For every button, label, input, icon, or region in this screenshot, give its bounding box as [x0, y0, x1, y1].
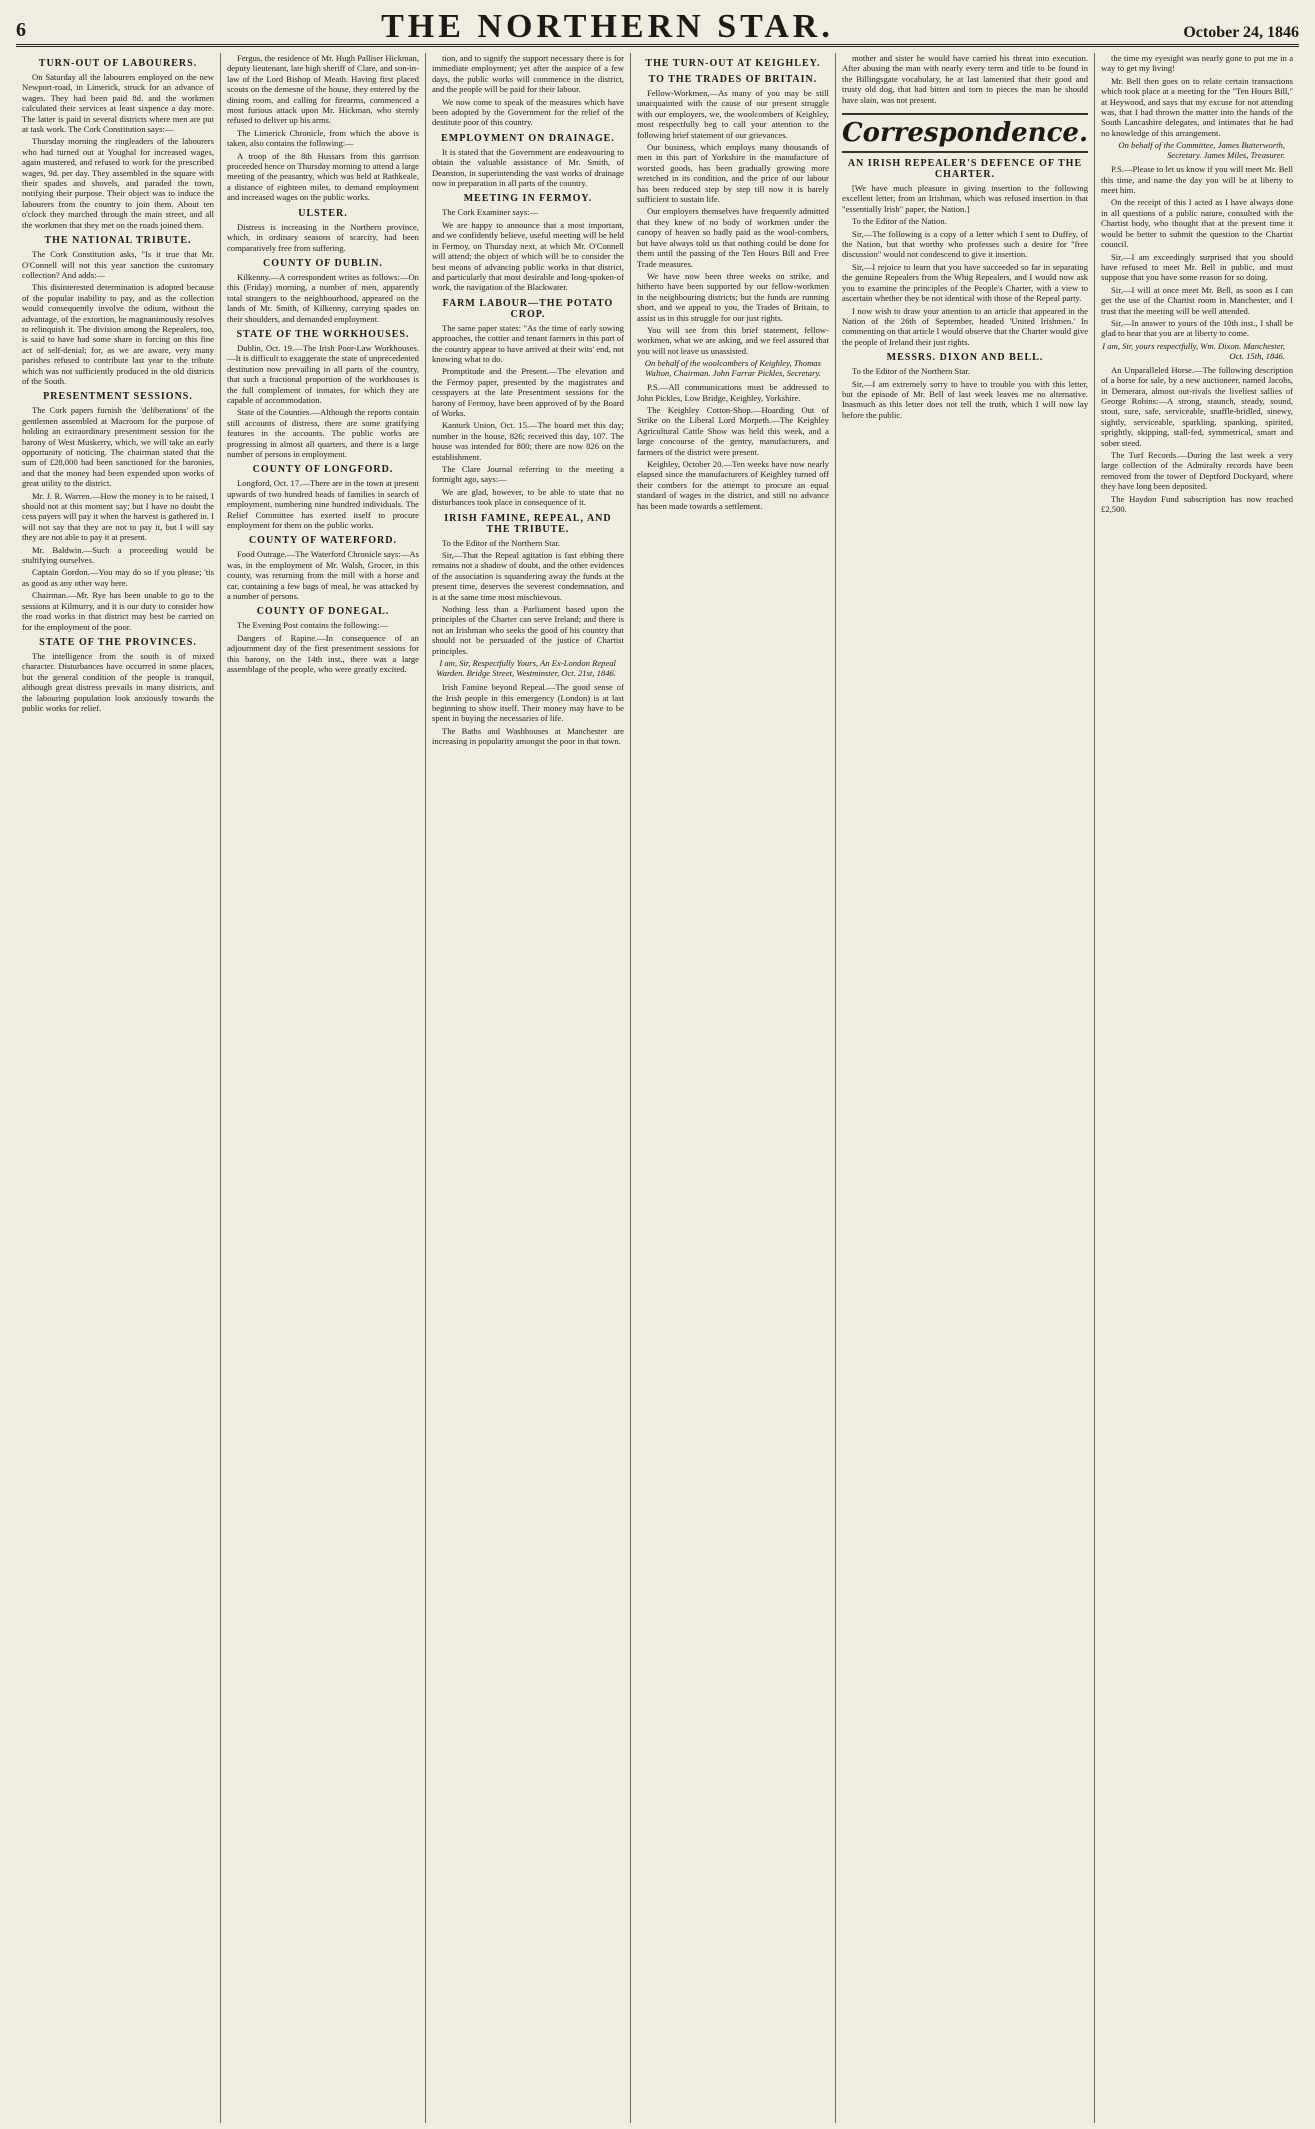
article-paragraph: The Cork papers furnish the 'deliberations' of the gentlemen assembled at Macroom for the purpose of holding an extraordinary presentment session for the barony of West Muskerry, which, we will take an early opportunity of noticing. The chairman stated that the sum of £28,000 had been sanctioned for the baronies, and that the money had been expended upon works of great utility to the district. — [22, 405, 214, 489]
article-paragraph: It is stated that the Government are endeavouring to obtain the valuable assistance of Mr. Smith, of Deanston, in superintending the vast works of drainage now in preparation in all parts of the country. — [431, 146, 624, 189]
article-paragraph: Sir,—In answer to yours of the 10th inst., I shall be glad to hear that you are at liberty to come. — [1101, 317, 1294, 339]
article-paragraph: Thursday morning the ringleaders of the labourers who had turned out at Youghal for increased wages, again mustered, and refused to work for the prescribed wages, 9d. per day. They assembled in the square with their spades and shovels, and paraded the town, notifying their purpose. Their object was to induce the labourers from the country to join them. About ten o'clock they marched through the main street, and all the workmen that they met on the roads joined them. — [22, 136, 214, 230]
article-paragraph: The Clare Journal referring to the meeting a fortnight ago, says:— — [431, 464, 624, 485]
letter-signature: I am, Sir, yours respectfully, Wm. Dixon. Manchester, Oct. 15th, 1846. — [1102, 340, 1286, 361]
article-paragraph: Captain Gordon.—You may do so if you please; 'tis as good as any other way here. — [22, 567, 214, 588]
article-heading: ULSTER. — [298, 207, 348, 219]
article-paragraph: The Cork Examiner says:— — [441, 207, 539, 218]
article-paragraph: An Unparalleled Horse.—The following description of a horse for sale, by a new auctioneer, named Jacobs, in Demerara, almost out-rivals the liveliest sallies of George Robins:—A strong, staunch, steady, sound, stout, sure, safe, serviceable, snaffle-bridled, sinewy, sightly, serviceable, sparkling, spanking, spirited, sprightly, skipping, stall-fed, symmetrical, smart and sober steed. — [1101, 364, 1294, 448]
article-heading: COUNTY OF DUBLIN. — [263, 257, 383, 269]
article-paragraph: On Saturday all the labourers employed on the new Newport-road, in Limerick, struck for an advance of wages. They had been paid 8d. and the workmen calculated their services at least sixpence a day more. The latter is paid in several districts where men are put at task work. The Cork Constitution says:— — [22, 72, 214, 135]
article-paragraph: mother and sister he would have carried his threat into execution. After abusing the man with nearly every term and title to be found in the Billingsgate vocabulary, he at last lamented that their good and trusty old dog, that had bitten and torn to pieces the man he should have slain, was not present. — [841, 53, 1089, 105]
article-paragraph: Dublin, Oct. 19.—The Irish Poor-Law Workhouses.—It is difficult to exaggerate the state of unprecedented destitution now prevailing in all parts of the country, that such a fractional proportion of the workhouses is the full complement of inmates, for which they are capable of accommodation. — [226, 342, 419, 405]
article-heading: THE TURN-OUT AT KEIGHLEY. — [645, 58, 821, 69]
article-paragraph: We are glad, however, to be able to state that no disturbances took place in consequence of it. — [431, 486, 624, 508]
article-paragraph: Irish Famine beyond Repeal.—The good sense of the Irish people in this emergency (London) is at last beginning to show itself. Their money may have to be spent in buying the necessaries of life. — [431, 682, 624, 724]
article-paragraph: Mr. Bell then goes on to relate certain transactions which took place at a meeting for the "Ten Hours Bill," at Heywood, and says that my excuse for not attending was, that I had thrown the matter into the hands of the South Lancashire delegates, and intimates that he had no knowledge of this arrangement. — [1101, 75, 1294, 138]
article-heading: FARM LABOUR—THE POTATO CROP. — [442, 297, 614, 320]
letter-signature: On behalf of the Committee, James Butterworth, Secretary. James Miles, Treasurer. — [1118, 140, 1286, 161]
article-paragraph: Fellow-Workmen,—As many of you may be still unacquainted with the cause of our present struggle with our employers, we, the woolcombers of Keighley, most respectfully beg to call your attention to the following brief statement of our grievances. — [636, 88, 829, 140]
article-heading: COUNTY OF WATERFORD. — [248, 535, 397, 547]
article-paragraph: State of the Counties.—Although the reports contain still accounts of distress, there are some gratifying features in the accounts. The public works are progressing in almost all quarters, and there is a large number of persons in employment. — [226, 407, 419, 459]
article-paragraph: The Turf Records.—During the last week a very large collection of the Admiralty records have been removed from the tower of Deptford Dockyard, where they have long been deposited. — [1101, 450, 1294, 492]
article-paragraph: Distress is increasing in the Northern province, which, in ordinary seasons of scarcity, had been comparatively free from suffering. — [226, 221, 419, 253]
article-paragraph: We now come to speak of the measures which have been adopted by the Government for the relief of the destitute poor of this country. — [431, 96, 624, 128]
column-5 — [836, 53, 1095, 2123]
article-paragraph: Kilkenny.—A correspondent writes as follows:—On this (Friday) morning, a number of men, apparently total strangers to the neighbourhood, appeared on the lands of Mr. Smith, of Kilkenny, carrying spades on their shoulders, and demanded employment. — [226, 271, 419, 324]
article-heading: AN IRISH REPEALER'S DEFENCE OF THE CHARTER. — [847, 158, 1083, 181]
article-paragraph: Our business, which employs many thousands of men in this part of Yorkshire in the manufacture of worsted goods, has been gradually growing more wretched in its condition, and the price of our labour has been reduced step by step till now it is barely sufficient to sustain life. — [636, 142, 829, 205]
article-paragraph: The intelligence from the south is of mixed character. Disturbances have occurred in some places, but the general condition of the people is tranquil, although great distress prevails in many districts, and the labouring population look anxiously towards the public works for relief. — [22, 650, 214, 713]
column-4 — [631, 53, 836, 2123]
article-paragraph: [We have much pleasure in giving insertion to the following excellent letter, from an Irishman, which was refused insertion in that "essentially Irish" paper, the Nation.] — [841, 183, 1089, 214]
correspondence-heading: Correspondence. — [842, 113, 1088, 153]
article-heading: STATE OF THE WORKHOUSES. — [236, 328, 410, 340]
column-2 — [221, 53, 426, 2123]
article-paragraph: P.S.—Please to let us know if you will meet Mr. Bell this time, and name the day you will be at liberty to meet him. — [1101, 164, 1294, 196]
article-paragraph: Sir,—I am exceedingly surprised that you should have refused to meet Mr. Bell in public, and must suppose that you have some reason for so doing. — [1101, 251, 1294, 283]
article-paragraph: Kanturk Union, Oct. 15.—The board met this day; number in the house, 826; received this day, 107. The house was intended for 800; there are now 826 on the establishment. — [431, 420, 624, 462]
article-paragraph: To the Editor of the Northern Star. — [441, 537, 560, 548]
article-paragraph: P.S.—All communications must be addressed to John Pickles, Low Bridge, Keighley, Yorkshire. — [636, 382, 829, 403]
article-heading: IRISH FAMINE, REPEAL, AND THE TRIBUTE. — [444, 512, 612, 535]
article-paragraph: The Baths and Washhouses at Manchester are increasing in popularity amongst the poor in that town. — [431, 725, 624, 747]
article-paragraph: The Cork Constitution asks, "Is it true that Mr. O'Connell will not this year sanction the customary collection? And adds:— — [22, 249, 214, 280]
article-paragraph: To the Editor of the Northern Star. — [851, 366, 970, 377]
letter-signature: On behalf of the woolcombers of Keighley, Thomas Walton, Chairman. John Farrar Pickles, Secretary. — [644, 358, 821, 379]
article-heading: COUNTY OF LONGFORD. — [252, 464, 394, 476]
article-paragraph: Sir,—The following is a copy of a letter which I sent to Duffey, of the Nation, but that worthy who professes such a desire for "free discussion" would not condescend to give it insertion. — [841, 228, 1089, 260]
article-paragraph: Sir,—I will at once meet Mr. Bell, as soon as I can get the use of the Chartist room in Manchester, and I trust that the meeting will be well attended. — [1101, 284, 1294, 316]
article-paragraph: Mr. Baldwin.—Such a proceeding would be stultifying ourselves. — [22, 544, 214, 566]
article-paragraph: Sir,—I rejoice to learn that you have succeeded so far in separating the genuine Repealers from the Whig Repealers, and I would now ask you to examine the principles of the People's Charter, with a view to ascertain whether they be not identical with those of the Repeal party. — [841, 261, 1089, 304]
article-paragraph: A troop of the 8th Hussars from this garrison proceeded hence on Thursday morning to attend a large meeting of the peasantry, which was held at Rathkeale, a distance of eighteen miles, to demand employment and increased wages on the public works. — [226, 150, 419, 203]
article-paragraph: You will see from this brief statement, fellow-workmen, what we are asking, and we feel assured that you will not leave us unassisted. — [636, 324, 829, 356]
article-paragraph: Chairman.—Mr. Rye has been unable to go to the sessions at Kilmurry, and it is our duty to consider how the road works in that district may best be carried on for the employment of the poor. — [22, 590, 214, 632]
article-heading: MESSRS. DIXON AND BELL. — [886, 352, 1044, 364]
column-1 — [16, 53, 221, 2123]
article-paragraph: To the Editor of the Nation. — [851, 216, 947, 227]
column-3 — [426, 53, 631, 2123]
article-paragraph: The Limerick Chronicle, from which the above is taken, also contains the following:— — [226, 127, 419, 149]
article-heading: TURN-OUT OF LABOURERS. — [38, 58, 198, 69]
page-number: 6 — [16, 19, 26, 41]
article-paragraph: We are happy to announce that a most important, and we confidently believe, useful meeting will be held in Fermoy, on Thursday next, at which Mr. O'Connell will attend; the object of which will be to consider the best means of advancing public works in that district, and particularly that most desirable and long-spoken-of work, the navigation of the Blackwater. — [431, 219, 624, 293]
newspaper-title: THE NORTHERN STAR. — [381, 8, 834, 45]
article-heading: EMPLOYMENT ON DRAINAGE. — [441, 132, 615, 144]
article-paragraph: The Keighley Cotton-Shop.—Hoarding Out of Strike on the Liberal Lord Morpeth.—The Keighley Agricultural Cattle Show was held this week, and a large concourse of the gentry, manufacturers, and farmers of the district were present. — [636, 404, 829, 457]
article-paragraph: Our employers themselves have frequently admitted that they knew of no body of workmen under the canopy of heaven so badly paid as the wool-combers, but have always told us that nothing could be done for them until the passing of the Ten Hours Bill and Free Trade measures. — [636, 206, 829, 269]
article-heading: STATE OF THE PROVINCES. — [39, 636, 197, 648]
article-heading: COUNTY OF DONEGAL. — [256, 606, 390, 618]
article-paragraph: This disinterested determination is adopted because of the popular inability to pay, and as the collection would consequently involve the odium, without the advantage, of the extortion, he magnanimously resolves to relinquish it. The division among the Repealers, too, is said to have had some share in forcing on this fine act of self-denial; for, as we are aware, very many parishes refused to contribute last year to the tribute which was not sufficiently produced in the old districts of the South. — [22, 282, 214, 386]
article-paragraph: Promptitude and the Present.—The elevation and the Fermoy paper, presented by the magistrates and cesspayers at the late Presentment sessions for the barony of Fermoy, have been approved of by the Board of Works. — [431, 366, 624, 418]
article-paragraph: We have now been three weeks on strike, and hitherto have been supported by our fellow-workmen in the neighbouring districts; but the funds are running short, and we appeal to you, the Trades of Britain, to assist us in this struggle for our just rights. — [636, 270, 829, 323]
article-paragraph: Sir,—That the Repeal agitation is fast ebbing there remains not a shadow of doubt, and the other evidences of the association is squandering away the funds at the present time, deserves the severest condemnation, and is at the same time most mischievous. — [431, 550, 624, 602]
article-paragraph: Keighley, October 20.—Ten weeks have now nearly elapsed since the manufacturers of Keighley turned off their combers for the attempt to procure an equal standard of wages in the district, and still no advance has been made towards a settlement. — [636, 459, 829, 511]
article-columns — [16, 53, 1299, 2123]
article-paragraph: the time my eyesight was nearly gone to put me in a way to get my living! — [1101, 53, 1294, 74]
article-paragraph: The same paper states: "As the time of early sowing approaches, the cottier and tenant farmers in this part of the country appear to have arrived at their wits' end, not knowing what to do. — [431, 322, 624, 364]
article-paragraph: Fergus, the residence of Mr. Hugh Palliser Hickman, deputy lieutenant, late high sheriff of Clare, and son-in-law of the Lord Bishop of Meath. Having first placed scouts on the demesne of the house, they entered by the dining room, and calling for firearms, commenced a most furious attack upon Mr. Hickman, who sternly refused to deliver up his arms. — [226, 53, 419, 126]
article-heading: THE NATIONAL TRIBUTE. — [44, 235, 192, 247]
article-paragraph: On the receipt of this I acted as I have always done in all questions of a public nature, consulted with the Chartist body, who thought that at the present time it would be better to submit the question to the Chartist council. — [1101, 197, 1294, 250]
article-paragraph: Sir,—I am extremely sorry to have to trouble you with this letter, but the episode of Mr. Bell of last week leaves me no alternative. Inasmuch as this letter does not tell the truth, which I will now lay before the public. — [841, 378, 1089, 420]
article-paragraph: Dangers of Rapine.—In consequence of an adjournment day of the first presentment sessions for this barony, on the 14th inst., there was a large assemblage of the people, who were greatly excited. — [226, 632, 419, 675]
article-heading: PRESENTMENT SESSIONS. — [43, 391, 193, 403]
article-paragraph: Longford, Oct. 17.—There are in the town at present upwards of two hundred heads of families in search of employment, numbering nine hundred individuals. The Relief Committee has exerted itself to procure employment for them on the public works. — [226, 478, 419, 531]
article-paragraph: Nothing less than a Parliament based upon the principles of the Charter can serve Ireland; and there is not an Irishman who seeks the good of his country that should not be persuaded of the justice of Chartist principles. — [431, 604, 624, 656]
letter-signature: I am, Sir, Respectfully Yours, An Ex-London Repeal Warden. Bridge Street, Westminster, Oct. 21st, 1846. — [436, 658, 616, 679]
article-paragraph: I now wish to draw your attention to an article that appeared in the Nation of the 26th of September, headed 'United Irishmen.' In commenting on that article I would observe that the Charter would give the people of Ireland their just rights. — [841, 305, 1089, 347]
masthead — [16, 8, 1299, 47]
article-paragraph: tion, and to signify the support necessary there is for immediate employment; yet after the auspice of a few days, the public works will commence in the district, and the people will be paid for their labour. — [431, 53, 624, 95]
article-paragraph: The Evening Post contains the following:— — [236, 620, 389, 631]
issue-date: October 24, 1846 — [1183, 24, 1299, 41]
article-subheading: TO THE TRADES OF BRITAIN. — [648, 74, 818, 85]
article-paragraph: The Haydon Fund subscription has now reached £2,500. — [1101, 493, 1294, 515]
column-6 — [1095, 53, 1299, 2123]
article-paragraph: Food Outrage.—The Waterford Chronicle says:—As was, in the employment of Mr. Walsh, Grocer, in this county, was returning from the mill with a horse and car, containing a few bags of meal, he was attacked by a number of persons. — [226, 549, 419, 602]
article-paragraph: Mr. J. R. Warren.—How the money is to be raised, I should not at this moment say; but I have no doubt the cess payers will pay it when the harvest is gathered in. I will not say that they are not to pay it, but I will say they are not able to pay it at present. — [22, 490, 214, 543]
article-heading: MEETING IN FERMOY. — [463, 193, 593, 205]
